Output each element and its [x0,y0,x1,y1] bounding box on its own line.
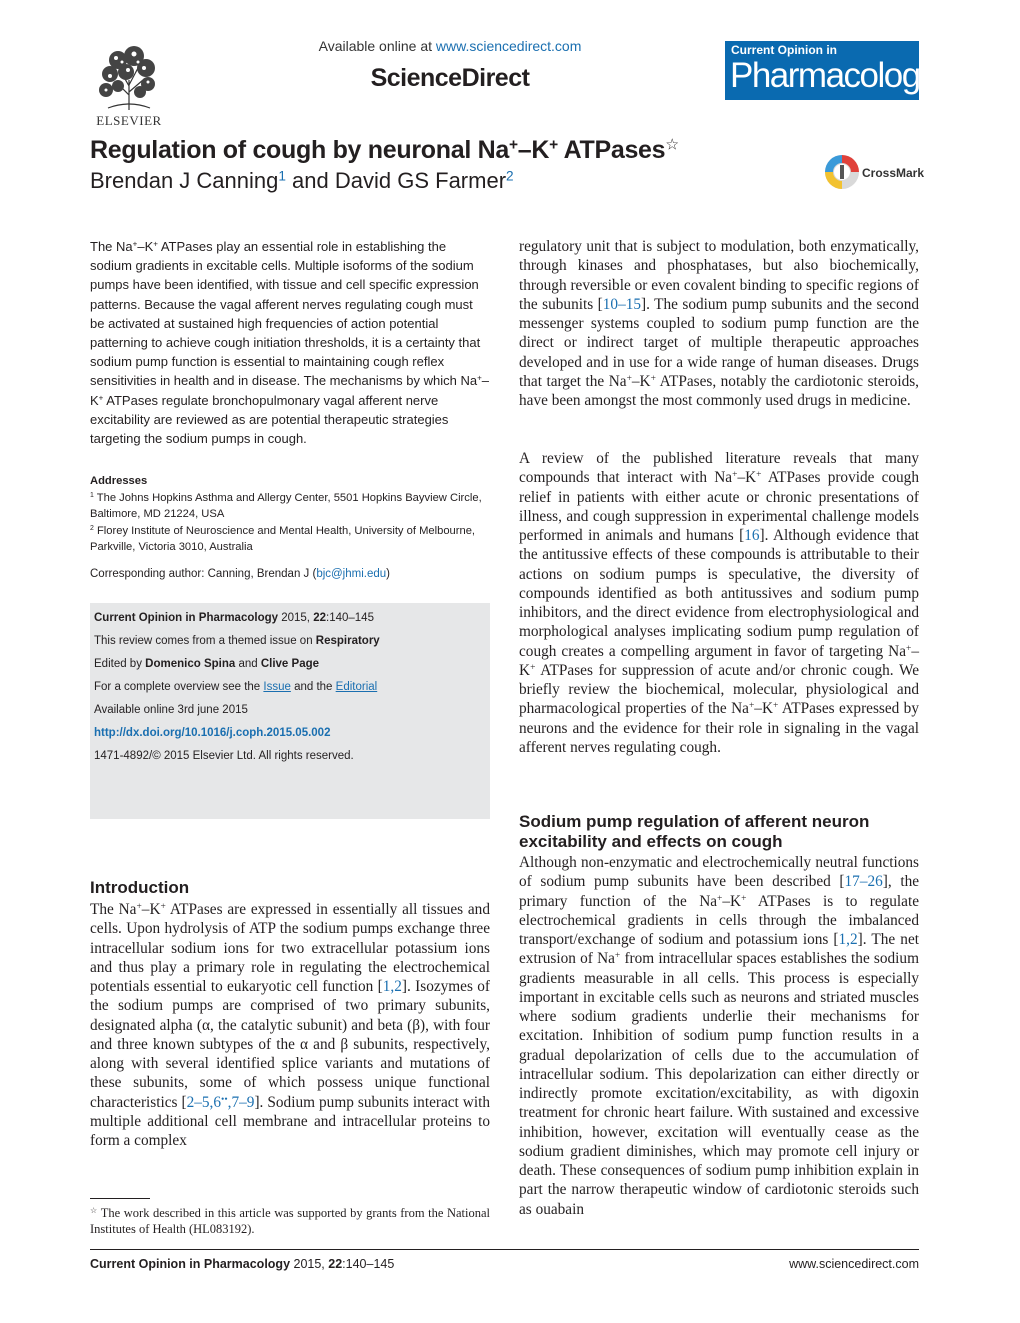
journal-logo [725,41,936,100]
addresses-heading: Addresses [90,475,148,487]
article-info-box [90,603,490,819]
author-1-affiliation[interactable]: 1 [278,168,286,184]
star-footnote-marker[interactable]: ☆ [665,136,679,154]
address-1: $^1$ The Johns Hopkins Asthma and Allergy Center, 5501 Hopkins Bayview Circle, Baltimore, MD 21224, USA [90,491,482,520]
ref-link[interactable]: 1,2 [382,978,402,995]
ref-link[interactable]: 1,2 [838,931,858,948]
info-available-date: Available online 3rd june 2015 [94,704,248,716]
available-online-line: Available online at www.sciencedirect.com [318,38,582,54]
sciencedirect-link[interactable]: www.sciencedirect.com [435,38,582,54]
info-copyright: 1471-4892/© 2015 Elsevier Ltd. All rights reserved. [94,750,354,762]
funding-footnote: ☆ The work described in this article was supported by grants from the National Institutes of Health (HL083192). [90,1205,491,1236]
footer-divider [90,1249,919,1250]
crossmark-icon[interactable] [823,153,861,191]
footer-citation: Current Opinion in Pharmacology 2015, 22:140–145 [90,1257,395,1271]
author-2: David GS Farmer [334,168,507,193]
ref-link[interactable]: 10–15 [602,295,642,313]
publisher-name: ELSEVIER [96,113,162,128]
footer-url[interactable]: www.sciencedirect.com [789,1257,919,1271]
introduction-heading: Introduction [90,878,190,897]
author-2-affiliation[interactable]: 2 [506,168,514,184]
journal-logo-big: Pharmacology [730,56,936,95]
authors: Brendan J Canning$^1$ and David GS Farmer$^2$ [90,168,514,193]
issue-link[interactable]: Issue [263,681,291,693]
info-editors: Edited by Domenico Spina and Clive Page [94,658,320,670]
corresponding-email-link[interactable]: bjc@jhmi.edu [316,568,387,580]
body-paragraph-3: Although non-enzymatic and electrochemically neutral functions of sodium pump subunits have been described [17–26], the primary function of the Na+–K+ ATPases is to regulate electrochemical gradients in cells through the imbalanced transport/exchange of sodium and potassium ions [1,2]. The net extrusion of Na+ from intracellular spaces establishes the sodium gradients measurable in all cells. This process is especially important in excitable cells such as neurons and striated muscles where sodium gradients underlie their mechanisms for excitation. Inhibition of sodium pump function results in a gradual depolarization of cells due to the accumulation of intracellular sodium. This depolarization can either directly or indirectly promote excitation/excitability, as with digoxin treatment for chronic heart failure. With sustained and excessive inhibition, however, excitation will eventually cease as the sodium gradient diminishes, which may promote cell injury or death. These consequences of sodium pump inhibition explain in part the narrow therapeutic window of cardiotonic steroids such as ouabain [519,854,920,1218]
corresponding-author: Corresponding author: Canning, Brendan J (bjc@jhmi.edu) [90,568,390,580]
platform-name: ScienceDirect [370,64,530,92]
article-title: Regulation of cough by neuronal Na+–K+ ATPases☆ [90,136,679,164]
info-citation: Current Opinion in Pharmacology 2015, 22:140–145 [94,612,374,624]
info-overview: For a complete overview see the Issue and the Editorial [94,681,378,693]
author-1: Brendan J Canning [90,168,279,193]
ref-link[interactable]: 2–5,6••,7–9 [186,1093,255,1111]
editorial-link[interactable]: Editorial [335,681,378,693]
address-2: $^2$ Florey Institute of Neuroscience and Mental Health, University of Melbourne, Parkville, Victoria 3010, Australia [90,524,476,553]
body-paragraph-1: regulatory unit that is subject to modulation, both enzymatically, through kinases and phosphatases, but also biochemically, through reversible or even covalent binding to specific regions of the subunits [10–15]. The sodium pump subunits and the second messenger systems coupled to sodium pump function are the direct or indirect target of multiple therapeutic approaches developed and in use for a wide range of human diseases. Drugs that target the Na+–K+ ATPases, notably the cardiotonic steroids, have been amongst the most commonly used drugs in medicine. [519,238,919,409]
introduction-paragraph: The Na+–K+ ATPases are expressed in essentially all tissues and cells. Upon hydrolysis of ATP the sodium pumps exchange three intracellular sodium ions for two extracellular potassium ions and thus play a primary role in regulating the electrochemical potentials essential to eukaryotic cell function [1,2]. Isozymes of the sodium pumps are comprised of two primary subunits, designated alpha (α, the catalytic subunit) and beta (β), with four and three known subtypes of the α and β subunits, respectively, along with several identified splice variants and mutations of these subunits, some of which possess unique functional characteristics [2–5,6••,7–9]. Sodium pump subunits interact with multiple additional cell membrane and intracellular proteins to form a complex [90,901,490,1149]
abstract: The Na+–K+ ATPases play an essential role in establishing the sodium gradients in excitable cells. Multiple isoforms of the sodium pumps have been identified, with tissue and cell specific expression patterns. Because the vagal afferent nerves regulating cough must be activated at sustained high frequencies of action potential patterning to achieve cough initiation thresholds, it is a certainty that sodium pump function is essential to maintaining cough reflex sensitivities in health and in disease. The mechanisms by which Na+–K+ ATPases regulate bronchopulmonary vagal afferent nerve excitability are reviewed as are potential therapeutic strategies targeting the sodium pumps in cough. [90,239,490,447]
journal-logo-small: Current Opinion in [731,43,837,57]
section-heading: Sodium pump regulation of afferent neuron excitability and effects on cough [519,812,870,851]
doi-link[interactable]: http://dx.doi.org/10.1016/j.coph.2015.05.002 [94,727,331,739]
addresses [90,473,490,556]
info-themed-issue: This review comes from a themed issue on Respiratory [94,635,380,647]
footnote-divider [90,1198,150,1199]
body-paragraph-2: A review of the published literature reveals that many compounds that interact with Na+–K+ ATPases provide cough relief in patients with either acute or chronic presentations of illness, and cough suppression in experimental challenge models performed in animals and humans [16]. Although evidence that the antitussive effects of these compounds is attributable to their actions on sodium pumps is speculative, the diversity of compounds identified as both antitussives and sodium pump inhibitors, and the direct evidence from electrophysiological and morphological analyses implicating sodium pump regulation of cough creates a compelling argument in favor of targeting Na+–K+ ATPases for suppression of acute and/or chronic cough. We briefly review the biochemical, molecular, physiological and pharmacological properties of the Na+–K+ ATPases expressed by neurons and the evidence for their role in signaling in the vagal afferent nerves regulating cough. [519,450,919,756]
crossmark-label[interactable]: CrossMark [862,166,925,180]
ref-link[interactable]: 17–26 [844,873,883,891]
ref-link[interactable]: 16 [744,527,760,544]
